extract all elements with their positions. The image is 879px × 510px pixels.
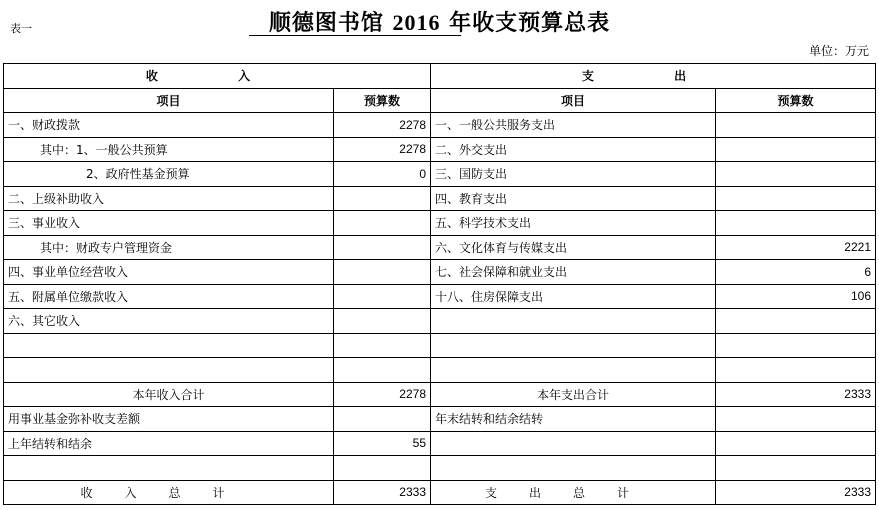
expense-grand-total-label: 支出总计 <box>431 480 716 505</box>
income-value <box>334 284 431 309</box>
income-value: 0 <box>334 162 431 187</box>
income-value: 2278 <box>334 137 431 162</box>
expense-value <box>716 309 876 334</box>
previous-balance-value: 55 <box>334 431 431 456</box>
page-title <box>0 6 879 37</box>
table-row <box>4 211 876 236</box>
grand-total-row <box>4 480 876 505</box>
carryover-label: 年末结转和结余结转 <box>431 407 716 432</box>
expense-item-header: 项目 <box>431 88 716 113</box>
income-value <box>334 211 431 236</box>
income-item: 其中：财政专户管理资金 <box>4 235 334 260</box>
income-value <box>334 235 431 260</box>
section-header-row <box>4 64 876 89</box>
expense-item: 七、社会保障和就业支出 <box>431 260 716 285</box>
expense-item <box>431 309 716 334</box>
title-suffix: 年收支预算总表 <box>449 10 611 36</box>
column-header-row <box>4 88 876 113</box>
expense-value <box>716 137 876 162</box>
expense-section-header: 支 出 <box>431 64 876 89</box>
expense-item: 五、科学技术支出 <box>431 211 716 236</box>
expense-item: 四、教育支出 <box>431 186 716 211</box>
income-budget-header: 预算数 <box>334 88 431 113</box>
income-item: 二、上级补助收入 <box>4 186 334 211</box>
table-row <box>4 137 876 162</box>
expense-value <box>716 186 876 211</box>
income-item: 五、附属单位缴款收入 <box>4 284 334 309</box>
expense-value: 106 <box>716 284 876 309</box>
table-row <box>4 284 876 309</box>
table-number: 表一 <box>10 22 32 35</box>
empty-row <box>4 333 876 358</box>
expense-item: 二、外交支出 <box>431 137 716 162</box>
expense-value <box>716 211 876 236</box>
year-total-row <box>4 382 876 407</box>
fund-offset-label: 用事业基金弥补收支差额 <box>4 407 334 432</box>
income-value <box>334 186 431 211</box>
income-section-header: 收 入 <box>4 64 431 89</box>
income-value: 2278 <box>334 113 431 138</box>
empty-row <box>4 358 876 383</box>
income-value <box>334 309 431 334</box>
income-item: 其中：1、一般公共预算 <box>4 137 334 162</box>
table-row <box>4 235 876 260</box>
expense-value: 6 <box>716 260 876 285</box>
table-row <box>4 309 876 334</box>
title-org: 顺德图书馆 <box>268 10 384 36</box>
empty-row <box>4 456 876 481</box>
income-item: 一、财政拨款 <box>4 113 334 138</box>
expense-item: 六、文化体育与传媒支出 <box>431 235 716 260</box>
unit-label: 单位：万元 <box>808 44 869 58</box>
expense-budget-header: 预算数 <box>716 88 876 113</box>
income-value <box>334 260 431 285</box>
income-year-total-value: 2278 <box>334 382 431 407</box>
expense-year-total-value: 2333 <box>716 382 876 407</box>
expense-item: 十八、住房保障支出 <box>431 284 716 309</box>
expense-year-total-label: 本年支出合计 <box>431 382 716 407</box>
income-item: 三、事业收入 <box>4 211 334 236</box>
title-year: 2016 <box>392 10 441 35</box>
income-item: 四、事业单位经营收入 <box>4 260 334 285</box>
expense-value: 2221 <box>716 235 876 260</box>
expense-value <box>716 162 876 187</box>
expense-value <box>716 113 876 138</box>
table-row <box>4 162 876 187</box>
previous-balance-label: 上年结转和结余 <box>4 431 334 456</box>
expense-item: 三、国防支出 <box>431 162 716 187</box>
table-row <box>4 260 876 285</box>
income-year-total-label: 本年收入合计 <box>4 382 334 407</box>
income-grand-total-label: 收入总计 <box>4 480 334 505</box>
expense-grand-total-value: 2333 <box>716 480 876 505</box>
income-item: 2、政府性基金预算 <box>4 162 334 187</box>
adjustment-row <box>4 407 876 432</box>
income-item: 六、其它收入 <box>4 309 334 334</box>
income-grand-total-value: 2333 <box>334 480 431 505</box>
budget-table <box>3 63 876 505</box>
title-underline <box>249 35 461 36</box>
table-row <box>4 113 876 138</box>
table-row <box>4 186 876 211</box>
expense-item: 一、一般公共服务支出 <box>431 113 716 138</box>
income-item-header: 项目 <box>4 88 334 113</box>
previous-balance-row <box>4 431 876 456</box>
